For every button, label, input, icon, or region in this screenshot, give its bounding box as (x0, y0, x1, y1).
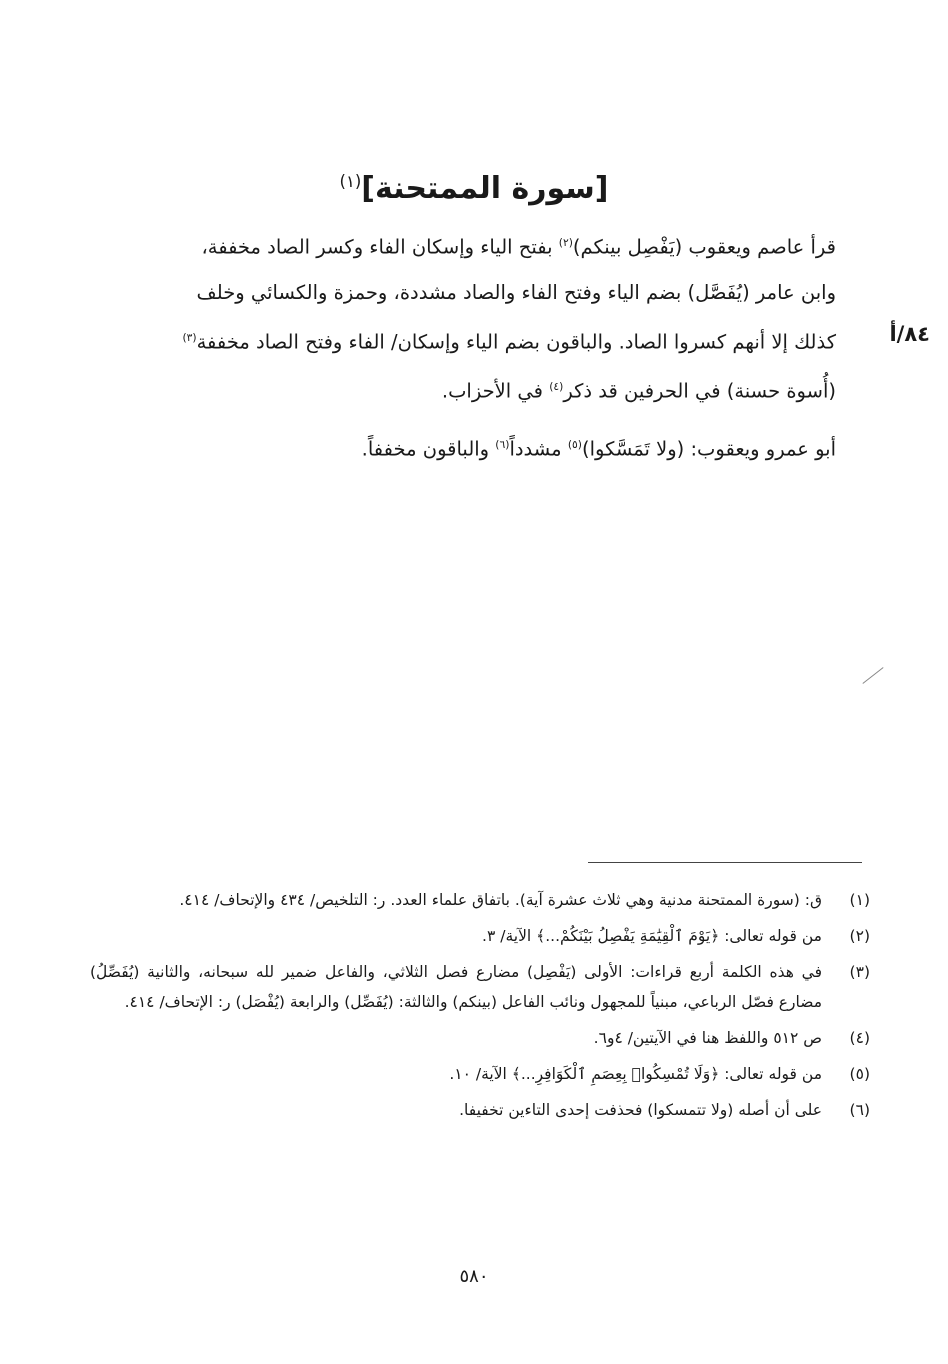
footnote (90, 921, 870, 951)
body-line-4-b: في الأحزاب. (441, 379, 550, 403)
page-number: ٥٨٠ (459, 1266, 489, 1287)
footnote-number: (٤) (849, 1029, 870, 1047)
footnote-text: ص ٥١٢ واللفظ هنا في الآيتين/ ٤و٦. (593, 1029, 822, 1047)
footnote-text: على أن أصله (ولا تتمسكوا) فحذفت إحدى التاءين تخفيفا. (459, 1101, 822, 1119)
footnote-ref-4: (٤) (549, 380, 564, 393)
footnote (90, 885, 870, 915)
footnote-text: ق: (سورة الممتحنة مدنية وهي ثلاث عشرة آية). باتفاق علماء العدد. ر: التلخيص/ ٤٣٤ والإتحاف/ ٤١٤. (179, 891, 822, 909)
footnote-text: في هذه الكلمة أربع قراءات: الأولى (يَفْصِل) مضارع فصل الثلاثي، والفاعل ضمير لله سبحانه، والثانية (يُفَصِّلُ) مضارع فصّل الرباعي، مبنياً للمجهول ونائب الفاعل (بينكم) والثالثة: (يُفَصِّل) والرابعة (يُفْصَل) ر: الإتحاف/ ٤١٤. (90, 963, 822, 1011)
footnotes (90, 885, 870, 1131)
footnote (90, 1095, 870, 1125)
body-line-5-c: والباقون مخففاً. (361, 437, 496, 460)
footnote (90, 957, 870, 1017)
footnote-ref-6: (٦) (495, 437, 510, 451)
body-line-3 (106, 315, 836, 365)
body-line-1-a: قرأ عاصم ويعقوب (يَفْصِل بينكم) (572, 235, 836, 259)
footnote-text: من قوله تعالى: ﴿وَلَا تُمْسِكُوا۟ بِعِصَمِ ٱلْكَوَافِرِ...﴾ الآية/ ١٠. (449, 1065, 822, 1083)
footnote-ref-3: (٣) (182, 330, 197, 344)
body-line-5-b: مشدداً (509, 437, 568, 460)
footnote-number: (٥) (849, 1065, 870, 1083)
footnote-number: (٢) (849, 927, 870, 945)
title-footnote-ref: (١) (339, 172, 362, 191)
body-line-4-a: (أُسوة حسنة) في الحرفين قد ذكر (563, 379, 836, 403)
footnote (90, 1059, 870, 1089)
body-line-5 (106, 422, 836, 472)
footnote-divider (588, 862, 862, 863)
page-title (0, 160, 948, 211)
body-line-2 (106, 270, 836, 315)
body-line-3-a: كذلك إلا أنهم كسروا الصاد. والباقون بضم الياء وإسكان/ الفاء وفتح الصاد مخففة (196, 330, 836, 353)
body-line-5-a: أبو عمرو ويعقوب: (ولا تَمَسَّكوا) (581, 437, 836, 460)
main-text (106, 220, 836, 471)
footnote-ref-5: (٥) (567, 437, 582, 451)
footnote-number: (٣) (849, 963, 870, 981)
footnote-text: من قوله تعالى: ﴿يَوْمَ ٱلْقِيَٰمَةِ يَفْصِلُ بَيْنَكُمْ...﴾ الآية/ ٣. (482, 927, 822, 945)
footnote (90, 1023, 870, 1053)
body-line-4 (106, 364, 836, 414)
body-line-1-b: بفتح الياء وإسكان الفاء وكسر الصاد مخففة، (201, 235, 559, 259)
margin-folio-mark: ٨٤/أ (889, 322, 930, 346)
footnote-number: (١) (849, 891, 870, 909)
footnote-ref-2: (٢) (558, 236, 573, 249)
body-line-2-a: وابن عامر (يُفَصَّل) بضم الياء وفتح الفاء والصاد مشددة، وحمزة والكسائي وخلف (196, 280, 836, 304)
stray-mark (862, 667, 883, 684)
title-text: [سورة الممتحنة] (361, 171, 609, 206)
body-line-1 (106, 220, 836, 270)
footnote-number: (٦) (849, 1101, 870, 1119)
